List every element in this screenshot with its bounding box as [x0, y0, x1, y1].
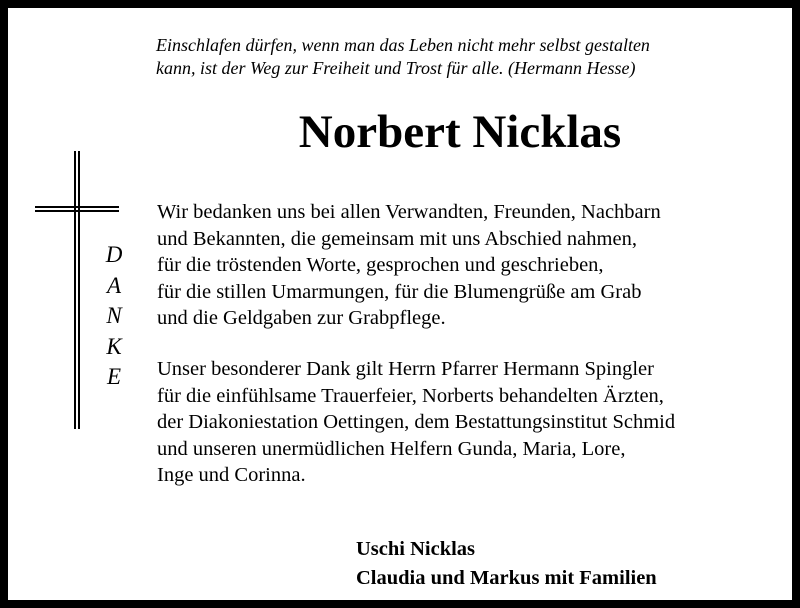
text-line: Inge und Corinna.: [157, 464, 306, 486]
text-line: und unseren unermüdlichen Helfern Gunda, Maria, Lore,: [157, 437, 626, 460]
thanks-paragraph-1: [157, 199, 661, 332]
danke-letter: K: [106, 333, 122, 359]
danke-letter: D: [105, 242, 123, 267]
text-line: der Diakoniestation Oettingen, dem Bestattungsinstitut Schmid: [157, 411, 676, 433]
text-line: und die Geldgaben zur Grabpflege.: [157, 307, 446, 329]
text-line: für die einfühlsame Trauerfeier, Norberts behandelten Ärzten,: [157, 384, 664, 407]
quote-line: Einschlafen dürfen, wenn man das Leben nicht mehr selbst gestalten: [156, 35, 650, 55]
quote: [156, 34, 776, 80]
text-line: und Bekannten, die gemeinsam mit uns Abschied nahmen,: [157, 227, 637, 250]
danke-vertical-word: [94, 240, 134, 393]
cross-horizontal-line: [35, 206, 119, 208]
cross-horizontal-line: [35, 210, 119, 212]
signature: [356, 535, 657, 593]
deceased-name: Norbert Nicklas: [298, 106, 622, 158]
danke-letter: N: [106, 303, 122, 328]
signature-line: Claudia und Markus mit Familien: [356, 567, 657, 589]
cross-vertical-line: [74, 151, 76, 429]
text-line: für die stillen Umarmungen, für die Blumengrüße am Grab: [157, 280, 642, 303]
thanks-paragraph-2: [157, 356, 675, 489]
danke-letter: A: [106, 272, 122, 298]
signature-line: Uschi Nicklas: [356, 538, 476, 560]
text-line: Wir bedanken uns bei allen Verwandten, Freunden, Nachbarn: [157, 201, 661, 223]
danke-letter: E: [106, 364, 122, 389]
text-line: für die tröstenden Worte, gesprochen und geschrieben,: [157, 254, 604, 276]
cross-vertical-line: [78, 151, 80, 429]
text-line: Unser besonderer Dank gilt Herrn Pfarrer Hermann Spingler: [157, 358, 654, 380]
quote-line: kann, ist der Weg zur Freiheit und Trost für alle. (Hermann Hesse): [156, 58, 636, 78]
